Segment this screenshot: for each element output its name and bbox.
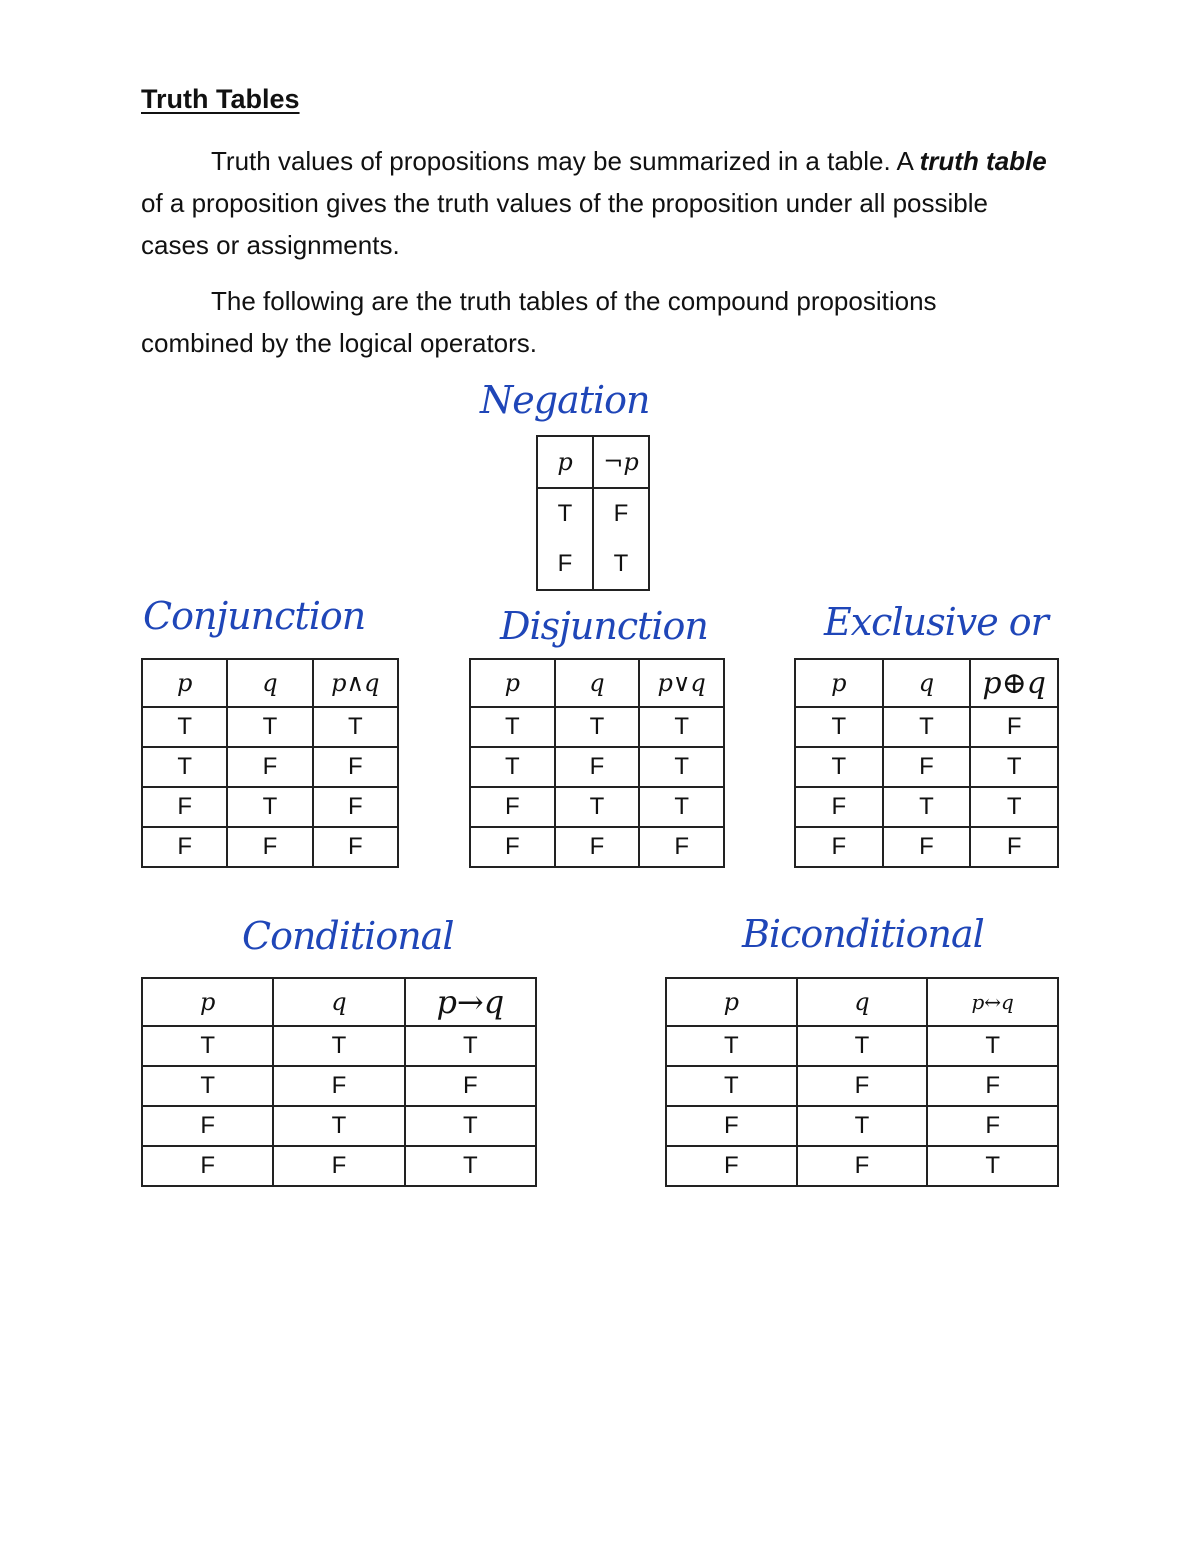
- table-row: [795, 827, 1058, 867]
- table-cell: T: [797, 1106, 928, 1146]
- truth-table-term: truth table: [919, 146, 1047, 176]
- table-cell: T: [593, 539, 649, 590]
- table-row: [142, 1146, 536, 1186]
- header-cell: p∧q: [313, 659, 398, 707]
- table-cell: T: [927, 1146, 1058, 1186]
- table-cell: F: [797, 1146, 928, 1186]
- table-cell: T: [142, 1066, 273, 1106]
- table-cell: T: [797, 1026, 928, 1066]
- table-cell: F: [555, 747, 640, 787]
- table-cell: F: [883, 827, 971, 867]
- table-header-row: [142, 978, 536, 1026]
- table-cell: T: [142, 707, 227, 747]
- table-cell: F: [795, 787, 883, 827]
- table-cell: T: [666, 1066, 797, 1106]
- table-row: [142, 1026, 536, 1066]
- header-cell: p↔q: [927, 978, 1058, 1026]
- table-cell: F: [537, 539, 593, 590]
- table-row: [470, 707, 724, 747]
- table-row: [470, 787, 724, 827]
- table-cell: F: [927, 1106, 1058, 1146]
- negation-label: Negation: [480, 378, 650, 422]
- table-cell: F: [273, 1146, 404, 1186]
- table-cell: T: [970, 787, 1058, 827]
- table-cell: T: [405, 1026, 536, 1066]
- table-row: [470, 747, 724, 787]
- table-cell: F: [405, 1066, 536, 1106]
- table-cell: T: [555, 787, 640, 827]
- table-row: [142, 747, 398, 787]
- table-row: [142, 827, 398, 867]
- header-cell: ¬p: [593, 436, 649, 488]
- table-cell: T: [273, 1106, 404, 1146]
- disjunction-label: Disjunction: [500, 604, 708, 648]
- intro-text-after: of a proposition gives the truth values of the proposition under all possible cases or assignments.: [141, 188, 988, 260]
- table-row: [537, 488, 649, 539]
- header-cell: q: [883, 659, 971, 707]
- table-cell: T: [142, 747, 227, 787]
- header-cell: q: [797, 978, 928, 1026]
- table-row: [666, 1106, 1058, 1146]
- header-cell: p: [142, 978, 273, 1026]
- table-cell: F: [970, 707, 1058, 747]
- table-cell: F: [797, 1066, 928, 1106]
- header-cell: p: [142, 659, 227, 707]
- table-cell: F: [639, 827, 724, 867]
- table-row: [537, 539, 649, 590]
- header-cell: p: [537, 436, 593, 488]
- table-cell: F: [142, 827, 227, 867]
- table-cell: T: [795, 747, 883, 787]
- table-cell: T: [883, 787, 971, 827]
- conditional-table: [141, 977, 537, 1187]
- table-cell: F: [555, 827, 640, 867]
- table-cell: T: [142, 1026, 273, 1066]
- table-cell: T: [470, 707, 555, 747]
- table-cell: T: [555, 707, 640, 747]
- table-row: [666, 1146, 1058, 1186]
- table-cell: F: [313, 827, 398, 867]
- table-header-row: [470, 659, 724, 707]
- table-row: [666, 1066, 1058, 1106]
- conjunction-label: Conjunction: [143, 594, 366, 638]
- table-cell: F: [470, 787, 555, 827]
- table-cell: F: [313, 787, 398, 827]
- table-row: [142, 787, 398, 827]
- table-cell: F: [970, 827, 1058, 867]
- table-cell: T: [639, 747, 724, 787]
- table-cell: T: [313, 707, 398, 747]
- table-cell: T: [227, 707, 312, 747]
- header-cell: q: [555, 659, 640, 707]
- table-cell: T: [639, 787, 724, 827]
- table-row: [795, 747, 1058, 787]
- intro-text-before: Truth values of propositions may be summarized in a table. A: [211, 146, 920, 176]
- table-cell: F: [470, 827, 555, 867]
- conjunction-table: [141, 658, 399, 868]
- disjunction-table: [469, 658, 725, 868]
- table-cell: F: [227, 827, 312, 867]
- biconditional-table: [665, 977, 1059, 1187]
- header-cell: p: [470, 659, 555, 707]
- table-row: [142, 707, 398, 747]
- exclusive-or-label: Exclusive or: [824, 600, 1048, 644]
- table-cell: F: [313, 747, 398, 787]
- table-row: [795, 787, 1058, 827]
- table-row: [470, 827, 724, 867]
- table-cell: F: [666, 1146, 797, 1186]
- table-cell: F: [142, 787, 227, 827]
- table-cell: F: [883, 747, 971, 787]
- exclusive-or-table: [794, 658, 1059, 868]
- table-cell: T: [405, 1106, 536, 1146]
- header-cell: p: [666, 978, 797, 1026]
- table-cell: T: [470, 747, 555, 787]
- biconditional-label: Biconditional: [742, 912, 984, 956]
- conditional-label: Conditional: [242, 914, 454, 958]
- header-cell: p∨q: [639, 659, 724, 707]
- table-cell: T: [273, 1026, 404, 1066]
- header-cell: p: [795, 659, 883, 707]
- intro-paragraph: [141, 140, 1051, 266]
- table-header-row: [537, 436, 649, 488]
- table-row: [142, 1106, 536, 1146]
- table-row: [795, 707, 1058, 747]
- following-paragraph: [141, 280, 1051, 364]
- table-row: [666, 1026, 1058, 1066]
- table-row: [142, 1066, 536, 1106]
- table-header-row: [666, 978, 1058, 1026]
- header-cell: q: [227, 659, 312, 707]
- page-title: Truth Tables: [141, 84, 300, 114]
- table-cell: F: [273, 1066, 404, 1106]
- header-cell: p⊕q: [970, 659, 1058, 707]
- table-header-row: [142, 659, 398, 707]
- table-header-row: [795, 659, 1058, 707]
- table-cell: T: [970, 747, 1058, 787]
- table-cell: T: [795, 707, 883, 747]
- following-text: The following are the truth tables of the compound propositions combined by the logical operators.: [141, 286, 937, 358]
- table-cell: F: [227, 747, 312, 787]
- table-cell: F: [142, 1146, 273, 1186]
- table-cell: F: [795, 827, 883, 867]
- table-cell: T: [639, 707, 724, 747]
- table-cell: F: [593, 488, 649, 539]
- table-cell: F: [666, 1106, 797, 1146]
- table-cell: T: [883, 707, 971, 747]
- negation-table: [536, 435, 650, 591]
- header-cell: q: [273, 978, 404, 1026]
- header-cell: p→q: [405, 978, 536, 1026]
- table-cell: T: [537, 488, 593, 539]
- table-cell: T: [405, 1146, 536, 1186]
- table-cell: T: [227, 787, 312, 827]
- table-cell: T: [927, 1026, 1058, 1066]
- table-cell: T: [666, 1026, 797, 1066]
- table-cell: F: [927, 1066, 1058, 1106]
- table-cell: F: [142, 1106, 273, 1146]
